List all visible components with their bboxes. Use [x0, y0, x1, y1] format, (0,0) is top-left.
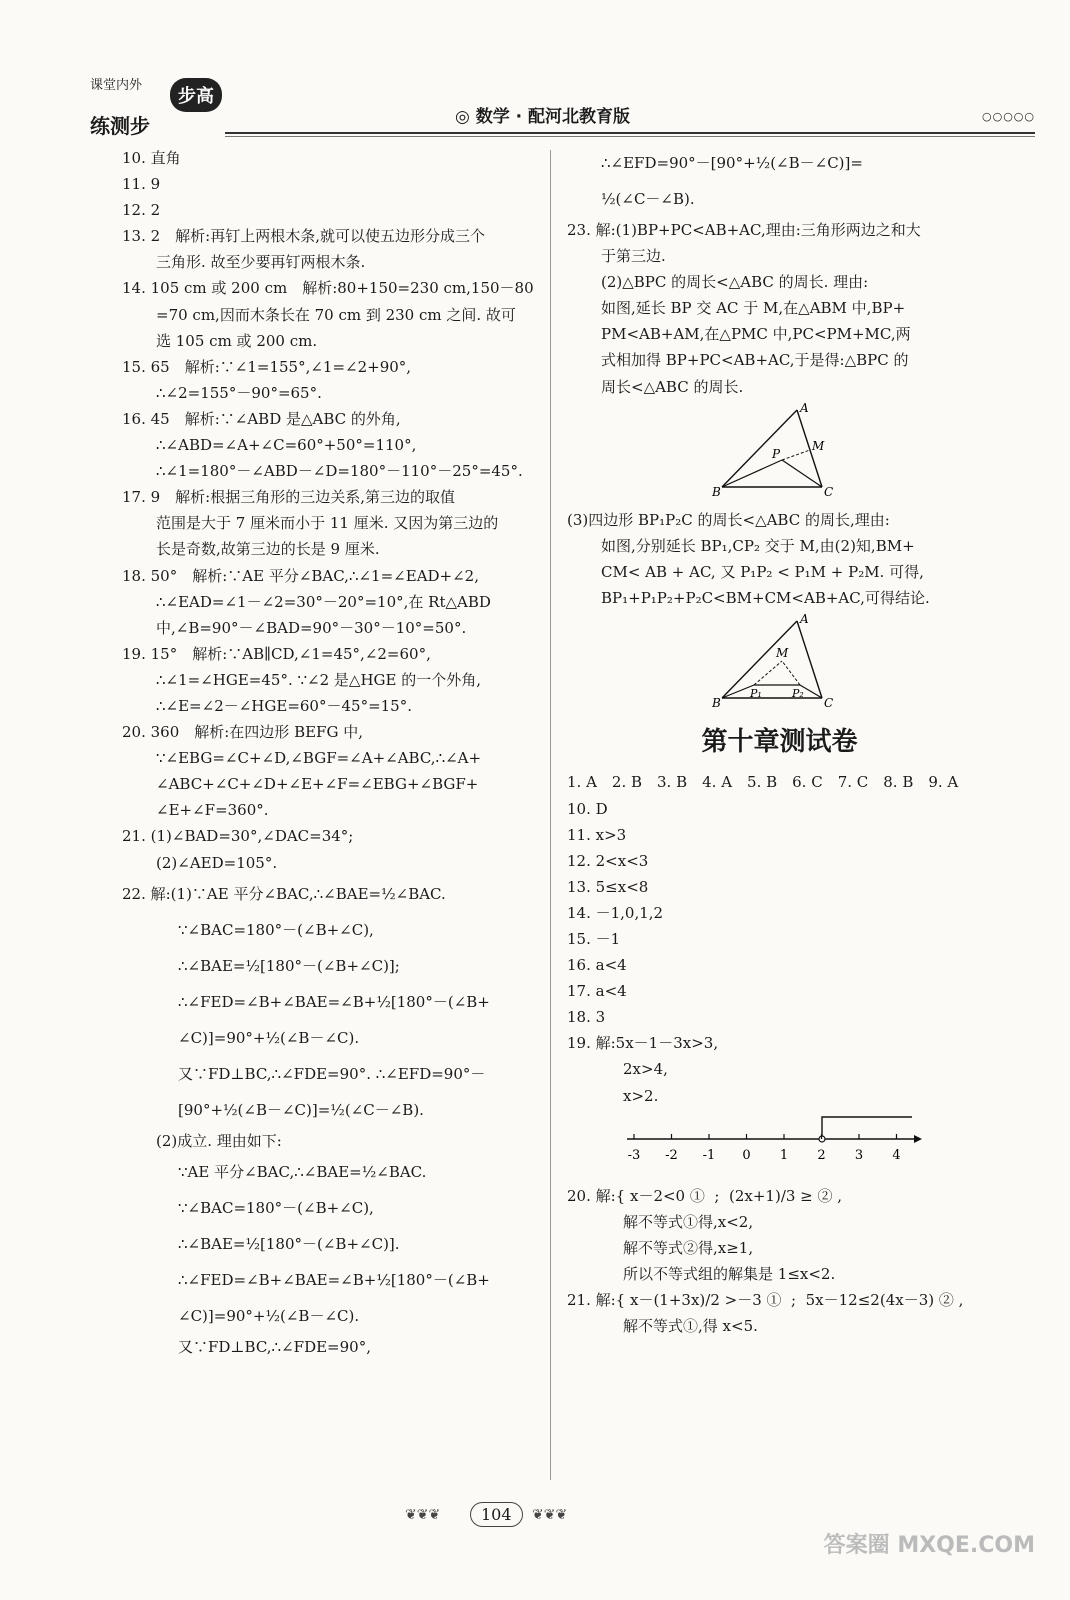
answer-line: ∴∠EFD=90°－[90°+½(∠B－∠C)]=	[601, 154, 863, 172]
answer-line: 15. 65 解析:∵∠1=155°,∠1=∠2+90°,	[122, 357, 412, 376]
answer-line: 21. (1)∠BAD=30°,∠DAC=34°;	[122, 827, 354, 846]
answer-line: 三角形. 故至少要再钉两根木条.	[156, 253, 366, 272]
number-line-label: 0	[742, 1147, 751, 1163]
answer-line: ∠ABC+∠C+∠D+∠E+∠F=∠EBG+∠BGF+	[156, 775, 479, 794]
answer-line: ∴∠1=180°－∠ABD－∠D=180°－110°－25°=45°.	[156, 462, 523, 481]
number-line-label: 1	[779, 1147, 789, 1163]
answer-line: ∠C)]=90°+½(∠B－∠C).	[178, 1028, 360, 1047]
label-m: M	[776, 646, 789, 661]
answer-line: ∵∠EBG=∠C+∠D,∠BGF=∠A+∠ABC,∴∠A+	[156, 749, 482, 768]
answer-line: [90°+½(∠B－∠C)]=½(∠C－∠B).	[178, 1100, 424, 1119]
answer-line: ∠C)]=90°+½(∠B－∠C).	[178, 1306, 360, 1325]
answer-line: 16. a<4	[567, 956, 627, 975]
number-line	[622, 1113, 922, 1169]
number-line-label: -1	[702, 1147, 716, 1163]
label-p1: P₁	[750, 687, 762, 701]
answer-line: 19. 解:5x－1－3x>3,	[567, 1034, 719, 1053]
label-m: M	[812, 438, 825, 453]
label-a: A	[800, 401, 809, 415]
answer-line: CM< AB + AC, 又 P₁P₂ < P₁M + P₂M. 可得,	[601, 562, 924, 581]
ornament-left-icon: ❦❦❦	[405, 1507, 441, 1523]
answer-line: ∴∠EAD=∠1－∠2=30°－20°=10°,在 Rt△ABD	[156, 592, 491, 611]
answer-line: 15. －1	[567, 930, 621, 949]
answer-line: 20. 360 解析:在四边形 BEFG 中,	[122, 723, 363, 742]
answer-line: 又∵FD⊥BC,∴∠FDE=90°. ∴∠EFD=90°－	[178, 1064, 486, 1083]
answer-line: 14. －1,0,1,2	[567, 903, 664, 922]
triangle-figure-2	[712, 613, 852, 708]
answer-line: 22. 解:(1)∵AE 平分∠BAC,∴∠BAE=½∠BAC.	[122, 884, 446, 903]
answer-line: 18. 3	[567, 1008, 606, 1027]
triangle-figure-1	[712, 402, 852, 497]
answer-line: 范围是大于 7 厘米而小于 11 厘米. 又因为第三边的	[156, 514, 499, 533]
answer-line: 周长<△ABC 的周长.	[601, 377, 744, 396]
answer-line: (2)∠AED=105°.	[156, 853, 278, 872]
header-title: ◎ 数学 · 配河北教育版	[455, 107, 631, 127]
answer-line: 11. 9	[122, 175, 161, 194]
answer-line: ∵∠BAC=180°－(∠B+∠C),	[178, 920, 374, 939]
answer-line: 12. 2	[122, 201, 161, 220]
answer-line: 17. a<4	[567, 982, 627, 1001]
answer-line: 20. 解:{ x－2<0 ① ; (2x+1)/3 ≥ ② ,	[567, 1186, 843, 1205]
answer-line: 式相加得 BP+PC<AB+AC,于是得:△BPC 的	[601, 351, 909, 370]
answer-line: 1. A 2. B 3. B 4. A 5. B 6. C 7. C 8. B 9. A	[567, 773, 959, 792]
answer-line: ∴∠2=155°－90°=65°.	[156, 383, 322, 402]
label-b: B	[712, 696, 721, 709]
answer-line: ∵AE 平分∠BAC,∴∠BAE=½∠BAC.	[178, 1162, 427, 1181]
answer-line: ∴∠FED=∠B+∠BAE=∠B+½[180°－(∠B+	[178, 992, 490, 1011]
answer-line: 解不等式①得,x<2,	[623, 1212, 754, 1231]
answer-line: 17. 9 解析:根据三角形的三边关系,第三边的取值	[122, 488, 455, 507]
watermark: 答案圈 MXQE.COM	[823, 1533, 1035, 1558]
number-line-label: -2	[665, 1147, 678, 1163]
header-dots: ○○○○○	[982, 110, 1035, 123]
answer-line: (2)成立. 理由如下:	[156, 1131, 282, 1150]
answer-line: 13. 2 解析:再钉上两根木条,就可以使五边形分成三个	[122, 227, 485, 246]
answer-line: 13. 5≤x<8	[567, 877, 649, 896]
number-line-label: 2	[817, 1147, 826, 1163]
answer-line: (3)四边形 BP₁P₂C 的周长<△ABC 的周长,理由:	[567, 510, 890, 529]
answer-line: PM<AB+AM,在△PMC 中,PC<PM+MC,两	[601, 325, 911, 344]
header-rule-thin	[225, 136, 1035, 137]
answer-line: 23. 解:(1)BP+PC<AB+AC,理由:三角形两边之和大	[567, 221, 921, 239]
brand-name: 练测步	[90, 114, 150, 138]
answer-line: 14. 105 cm 或 200 cm 解析:80+150=230 cm,150－80	[122, 279, 534, 298]
answer-line: 所以不等式组的解集是 1≤x<2.	[623, 1265, 836, 1284]
page-number: 104	[470, 1502, 523, 1527]
answer-line: BP₁+P₁P₂+P₂C<BM+CM<AB+AC,可得结论.	[601, 589, 930, 608]
column-divider	[550, 150, 551, 1480]
answer-line: 10. 直角	[122, 149, 181, 167]
label-c: C	[824, 484, 834, 497]
answer-line: 解不等式①,得 x<5.	[623, 1317, 758, 1336]
brand-subtitle: 课堂内外	[90, 78, 143, 93]
answer-line: ∴∠BAE=½[180°－(∠B+∠C)].	[178, 1234, 400, 1253]
label-a: A	[800, 613, 809, 627]
answer-line: 选 105 cm 或 200 cm.	[156, 331, 318, 350]
label-b: B	[712, 484, 721, 497]
answer-line: ½(∠C－∠B).	[601, 190, 695, 208]
answer-line: ∴∠1=∠HGE=45°. ∵∠2 是△HGE 的一个外角,	[156, 670, 482, 689]
number-line-label: -3	[627, 1147, 641, 1163]
answer-line: 12. 2<x<3	[567, 851, 649, 870]
answer-line: 中,∠B=90°－∠BAD=90°－30°－10°=50°.	[156, 618, 467, 637]
answer-line: 19. 15° 解析:∵AB∥CD,∠1=45°,∠2=60°,	[122, 644, 431, 663]
answer-line: ∠E+∠F=360°.	[156, 801, 269, 820]
answer-line: 11. x>3	[567, 825, 627, 844]
number-line-label: 4	[892, 1147, 901, 1163]
answer-line: ∴∠E=∠2－∠HGE=60°－45°=15°.	[156, 696, 412, 715]
answer-line: =70 cm,因而木条长在 70 cm 到 230 cm 之间. 故可	[156, 305, 516, 324]
answer-line: 10. D	[567, 799, 608, 818]
answer-line: 长是奇数,故第三边的长是 9 厘米.	[156, 540, 380, 559]
answer-line: 如图,延长 BP 交 AC 于 M,在△ABM 中,BP+	[601, 299, 906, 318]
answer-line: 解不等式②得,x≥1,	[623, 1238, 754, 1257]
answer-line: 16. 45 解析:∵∠ABD 是△ABC 的外角,	[122, 409, 401, 428]
answer-line: 18. 50° 解析:∵AE 平分∠BAC,∴∠1=∠EAD+∠2,	[122, 566, 479, 585]
number-line-label: 3	[854, 1147, 864, 1163]
answer-line: (2)△BPC 的周长<△ABC 的周长. 理由:	[601, 273, 869, 292]
right-column	[567, 145, 992, 1339]
page-header	[90, 74, 1035, 144]
answer-line: 如图,分别延长 BP₁,CP₂ 交于 M,由(2)知,BM+	[601, 536, 915, 555]
header-rule	[225, 132, 1035, 134]
answer-line: ∴∠ABD=∠A+∠C=60°+50°=110°,	[156, 436, 417, 455]
answer-line: ∴∠BAE=½[180°－(∠B+∠C)];	[178, 956, 400, 975]
answer-line: ∴∠FED=∠B+∠BAE=∠B+½[180°－(∠B+	[178, 1270, 490, 1289]
answer-line: 又∵FD⊥BC,∴∠FDE=90°,	[178, 1337, 371, 1356]
answer-line: ∵∠BAC=180°－(∠B+∠C),	[178, 1198, 374, 1217]
brand-badge: 步高	[170, 78, 222, 112]
section-title: 第十章测试卷	[701, 727, 858, 758]
answer-line: x>2.	[623, 1086, 659, 1105]
answer-line: 于第三边.	[601, 247, 666, 266]
ornament-right-icon: ❦❦❦	[532, 1507, 568, 1523]
answer-line: 2x>4,	[623, 1060, 668, 1079]
label-c: C	[824, 696, 834, 709]
answer-line: 21. 解:{ x－(1+3x)/2 >－3 ① ; 5x－12≤2(4x－3) ② ,	[567, 1291, 964, 1310]
label-p: P	[772, 446, 781, 461]
label-p2: P₂	[792, 687, 804, 701]
left-column	[122, 145, 542, 1360]
